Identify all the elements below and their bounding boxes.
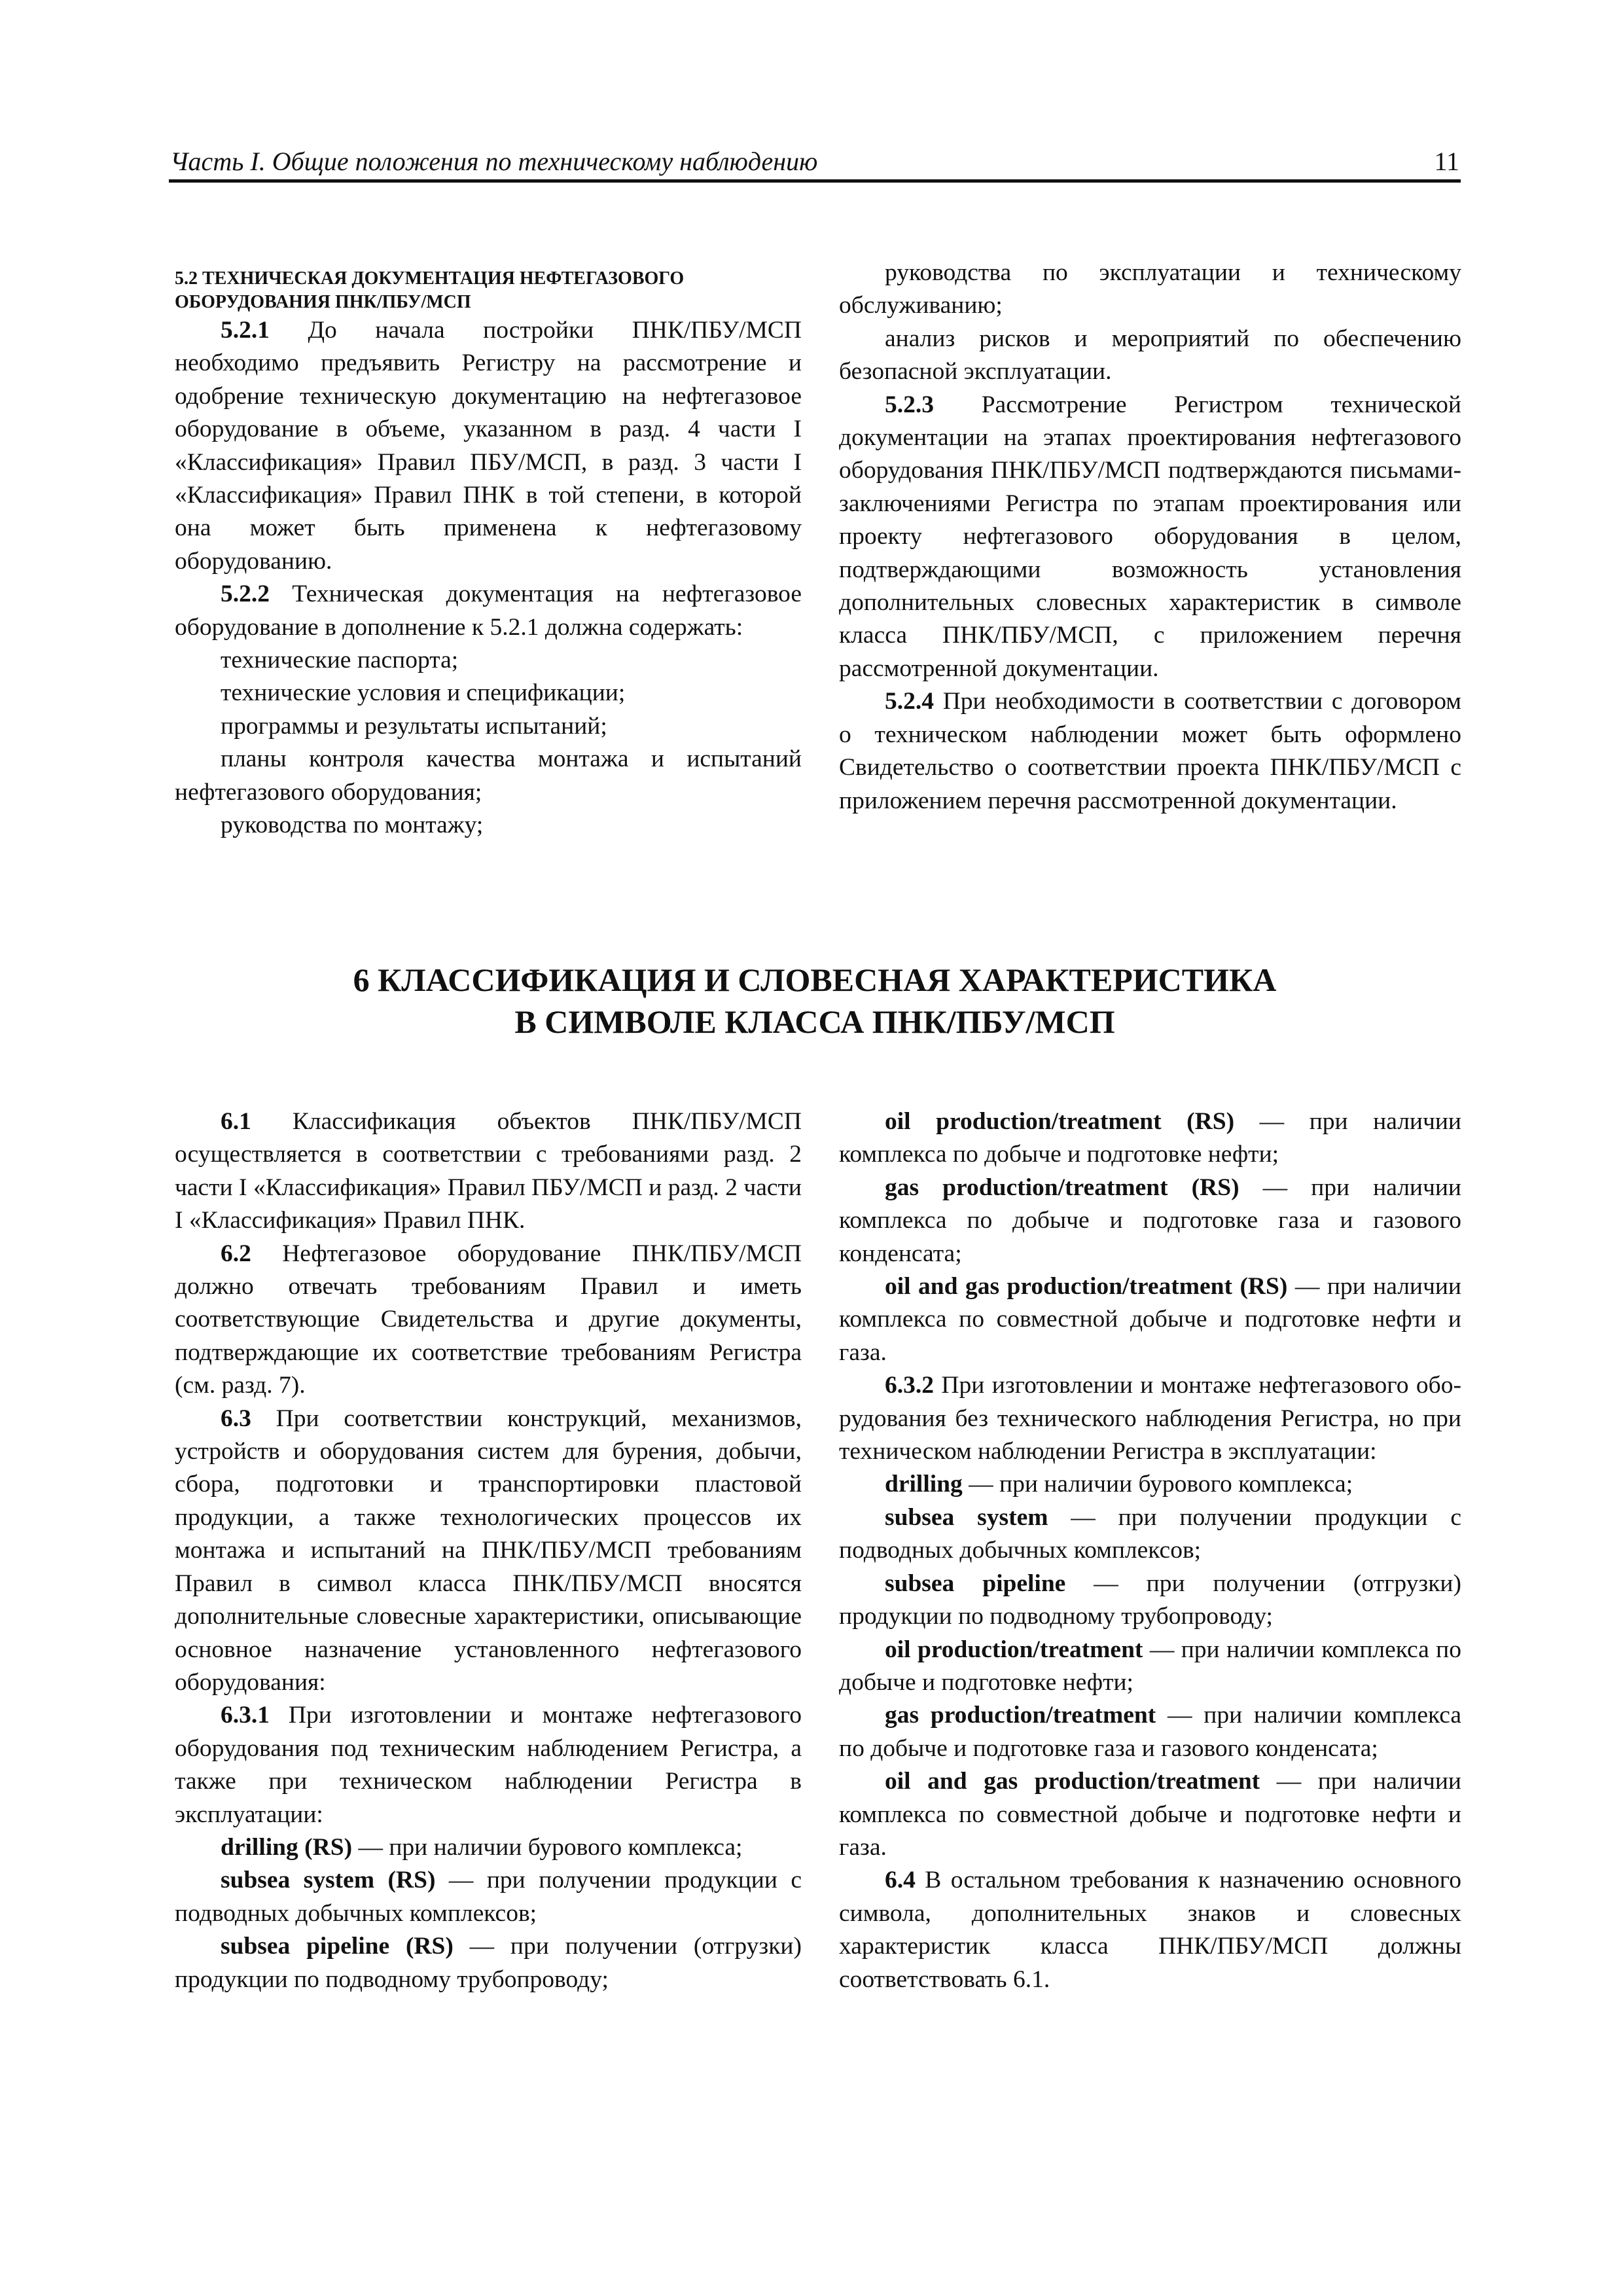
list-item: планы контроля качества монтажа и испытаний нефтегазового оборудования; [175, 745, 802, 806]
notation-term: subsea system [885, 1503, 1048, 1531]
clause-number: 5.2.3 [885, 391, 934, 418]
notation-term: subsea pipeline (RS) [221, 1933, 454, 1960]
list-item: анализ рисков и мероприятий по обеспечению безопасной эксплуатации. [839, 325, 1461, 386]
notation-term: oil production/treatment (RS) [885, 1108, 1235, 1135]
notation-term: gas production/treatment (RS) [885, 1174, 1240, 1201]
clause-number: 6.3.1 [221, 1702, 270, 1729]
notation-item: subsea system (RS) — при получении продукции с подводных добычных комплексов; [175, 1867, 802, 1927]
paragraph-6-3: 6.3 При соответствии конструкций, механизмов, устройств и оборудования систем для бурения, добычи, сбора, подготовки и транспортировки пластовой продукции, а также технологических процессов их монтажа и испытаний на ПНК/ПБУ/МСП требованиям Правил в символ класса ПНК/ПБУ/МСП вносятся дополнительные словесные характеристики, описывающие основное назначение установленного нефтегазового оборудования: [175, 1405, 802, 1696]
notation-item: subsea pipeline — при получении (отгрузки) продукции по подводному трубопроводу; [839, 1570, 1461, 1630]
notation-item: oil and gas production/treatment — при наличии комплекса по совместной добыче и подготовке нефти и газа. [839, 1768, 1461, 1861]
list-item: руководства по эксплуатации и техническому обслуживанию; [839, 259, 1461, 319]
paragraph-5-2-1: 5.2.1 До начала постройки ПНК/ПБУ/МСП необходимо предъявить Регистру на рассмотрение и одобрение техническую документацию на нефтегазовое оборудование в объеме, указанном в разд. 4 части I «Классификация» Правил ПБУ/МСП, в разд. 3 части I «Классификация» Правил ПНК в той степени, в которой она может быть применена к нефтегазовому оборудованию. [175, 317, 802, 575]
paragraph-6-1: 6.1 Классификация объектов ПНК/ПБУ/МСП осуществляется в соответствии с требованиями разд. 2 части I «Классификация» Правил ПБУ/МСП и разд. 2 части I «Классификация» Правил ПНК. [175, 1108, 802, 1234]
notation-term: oil and gas production/treatment (RS) [885, 1273, 1288, 1300]
chapter-6-left-column [175, 1105, 802, 1996]
section-5-2-left-column [175, 267, 802, 842]
chapter-6-title: 6 КЛАССИФИКАЦИЯ И СЛОВЕСНАЯ ХАРАКТЕРИСТИКА В СИМВОЛЕ КЛАССА ПНК/ПБУ/МСП [353, 961, 1277, 1040]
clause-number: 5.2.4 [885, 688, 934, 715]
notation-term: subsea system (RS) [221, 1867, 436, 1894]
chapter-6-right-column [839, 1105, 1461, 1996]
paragraph-5-2-2: 5.2.2 Техническая документация на нефтегазовое оборудование в дополнение к 5.2.1 должна содержать: [175, 581, 802, 641]
notation-item: gas production/treatment — при наличии комплекса по добыче и подготовке газа и газового конденсата; [839, 1702, 1461, 1762]
header-title: Часть I. Общие положения по техническому наблюдению [170, 147, 818, 176]
notation-item: oil production/treatment — при наличии комплекса по добыче и подготовке нефти; [839, 1636, 1461, 1696]
notation-term: drilling (RS) [221, 1833, 353, 1861]
list-item: программы и результаты испытаний; [221, 712, 607, 740]
list-item: технические паспорта; [221, 647, 459, 674]
clause-number: 6.3.2 [885, 1372, 934, 1399]
running-header [169, 143, 1461, 183]
notation-term: oil and gas production/treatment [885, 1768, 1260, 1795]
clause-number: 6.1 [221, 1108, 251, 1135]
section-5-2-heading: 5.2 ТЕХНИЧЕСКАЯ ДОКУМЕНТАЦИЯ НЕФТЕГАЗОВОГО ОБОРУДОВАНИЯ ПНК/ПБУ/МСП [175, 268, 685, 312]
clause-number: 6.2 [221, 1240, 251, 1267]
paragraph-5-2-4: 5.2.4 При необходимости в соответствии с договором о техническом наблюдении может быть оформлено Свидетельство о соответствии проекта ПНК/ПБУ/МСП с приложением перечня рассмотренной документации. [839, 688, 1461, 814]
notation-item: drilling (RS) — при наличии бурового комплекса; [221, 1833, 743, 1861]
notation-item: gas production/treatment (RS) — при наличии комплекса по добыче и подготовке газа и газового конденсата; [839, 1174, 1461, 1267]
paragraph-6-3-2: 6.3.2 При изготовлении и монтаже нефтегазового обо-рудования без технического наблюдения Регистра, но при техническом наблюдении Регистра в эксплуатации: [839, 1372, 1461, 1465]
paragraph-6-2: 6.2 Нефтегазовое оборудование ПНК/ПБУ/МСП должно отвечать требованиям Правил и иметь соответствующие Свидетельства и другие документы, подтверждающие их соответствие требованиям Регистра (см. разд. 7). [175, 1240, 802, 1399]
notation-term: oil production/treatment [885, 1636, 1143, 1663]
section-5-2-right-column [839, 257, 1461, 817]
notation-term: subsea pipeline [885, 1570, 1066, 1597]
clause-number: 6.4 [885, 1867, 916, 1894]
list-item: технические условия и спецификации; [221, 679, 626, 707]
clause-number: 5.2.1 [221, 317, 270, 344]
paragraph-6-4: 6.4 В остальном требования к назначению основного символа, дополнительных знаков и словесных характеристик класса ПНК/ПБУ/МСП должны соответствовать 6.1. [839, 1867, 1461, 1993]
page-number: 11 [1434, 147, 1459, 176]
notation-item: subsea pipeline (RS) — при получении (отгрузки) продукции по подводному трубопроводу; [175, 1933, 802, 1993]
clause-number: 6.3 [221, 1405, 251, 1432]
notation-item: oil and gas production/treatment (RS) — при наличии комплекса по совместной добыче и подготовке нефти и газа. [839, 1273, 1461, 1366]
list-item: руководства по монтажу; [221, 812, 484, 839]
clause-number: 5.2.2 [221, 581, 270, 608]
paragraph-5-2-3: 5.2.3 Рассмотрение Регистром технической документации на этапах проектирования нефтегазового оборудования ПНК/ПБУ/МСП подтверждаются письмами-заключениями Регистра по этапам проектирования или проекту нефтегазового оборудования в целом, подтверждающими возможность установления дополнительных словесных характеристик в символе класса ПНК/ПБУ/МСП, с приложением перечня рассмотренной документации. [839, 391, 1461, 682]
notation-item: oil production/treatment (RS) — при наличии комплекса по добыче и подготовке нефти; [839, 1108, 1462, 1168]
notation-term: gas production/treatment [885, 1702, 1156, 1729]
notation-item: drilling — при наличии бурового комплекса; [885, 1471, 1353, 1498]
notation-term: drilling [885, 1471, 963, 1498]
notation-item: subsea system — при получении продукции с подводных добычных комплексов; [839, 1503, 1461, 1564]
paragraph-6-3-1: 6.3.1 При изготовлении и монтаже нефтегазового оборудования под техническим наблюдением Регистра, а также при техническом наблюдении Регистра в эксплуатации: [175, 1702, 802, 1828]
